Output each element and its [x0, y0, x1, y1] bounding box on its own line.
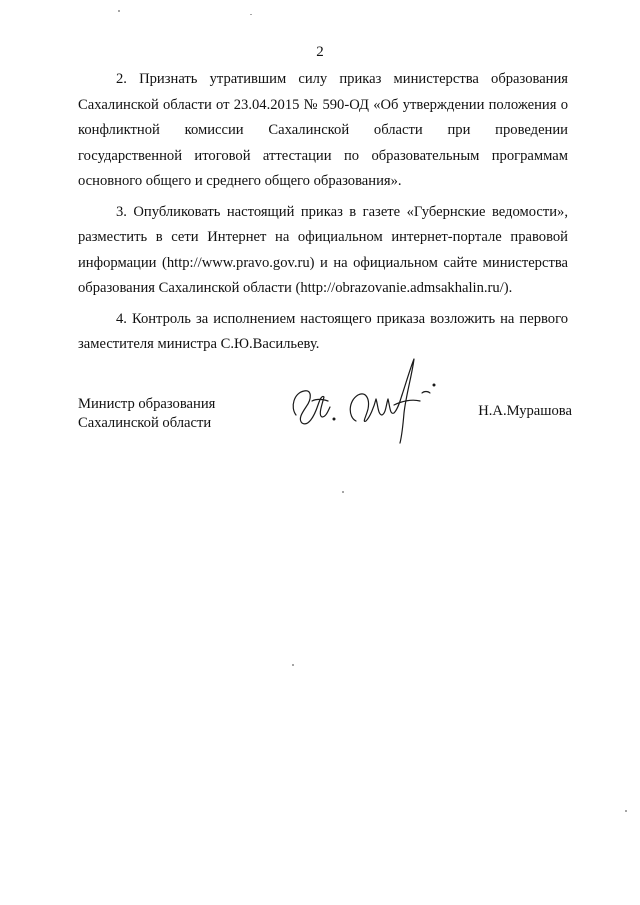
scan-speck: [118, 10, 120, 12]
paragraph-4: 4. Контроль за исполнением настоящего приказа возложить на первого заместителя министра С.Ю.Васильеву.: [78, 310, 568, 352]
scan-speck: [250, 14, 252, 15]
signatory-title: [78, 395, 215, 433]
scan-speck: [625, 810, 627, 812]
signatory-title-line-1: Министр образования: [78, 396, 216, 412]
paragraph-3: 3. Опубликовать настоящий приказ в газете «Губернские ведомости», разместить в сети Интернет на официальном интернет-портале правовой информации (http://www.pravo.gov.ru) и на официальном сайте министерства образования Сахалинской области (http://obrazovanie.admsakhalin.ru/).: [78, 203, 568, 296]
scan-speck: [342, 491, 344, 493]
scan-speck: [292, 664, 294, 666]
signatory-name: Н.А.Мурашова: [478, 403, 572, 419]
document-body: [78, 67, 568, 363]
paragraph-2: 2. Признать утратившим силу приказ министерства образования Сахалинской области от 23.04.2015 № 590-ОД «Об утверждении положения о конфликтной комиссии Сахалинской области при проведении государственной итоговой аттестации по образовательным программам основного общего и среднего общего образования».: [78, 71, 568, 189]
page-number: 2: [316, 44, 324, 60]
signatory-title-line-2: Сахалинской области: [78, 415, 212, 431]
handwritten-signature: [282, 355, 442, 450]
